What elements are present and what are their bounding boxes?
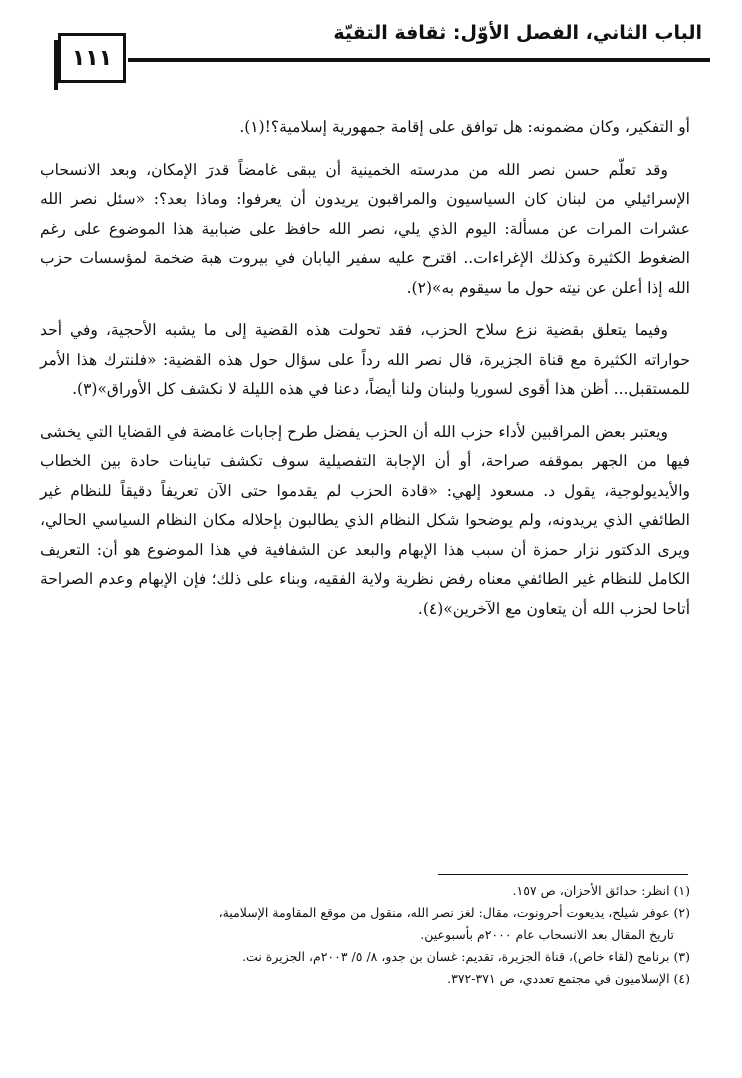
paragraph: وفيما يتعلق بقضية نزع سلاح الحزب، فقد تحولت هذه القضية إلى ما يشبه الأحجية، وفي أحد حواراته الكثيرة مع قناة الجزيرة، قال نصر الله رداً على سؤال حول هذه القضية: «فلنترك هذا الأمر للمستقبل... أظن هذا أقوى لسوريا ولبنان ولنا أيضاً، دعنا في هذه الليلة لا نكشف كل الأوراق»(٣). — [40, 321, 690, 398]
paragraph: وقد تعلّم حسن نصر الله من مدرسته الخمينية أن يبقى غامضاً قدرَ الإمكان، وبعد الانسحاب الإسرائيلي من لبنان كان السياسيون والمراقبون يريدون أن يعرفوا: وماذا بعد؟: «سئل نصر الله عشرات المرات عن مسألة: اليوم الذي يلي، نصر الله حافظ على ضبابية هذا الموضوع على رغم الضغوط الكثيرة وكذلك الإغراءات.. اقترح عليه سفير اليابان في بيروت هبة ضخمة لمؤسسات حزب الله إذا أعلن عن نيته حول ما سيقوم به»(٢). — [40, 160, 690, 297]
footnote: (٢) عوفر شيلح، يديعوت أحرونوت، مقال: لغز نصر الله، منقول من موقع المقاومة الإسلامية، — [218, 905, 690, 920]
header-rule — [128, 58, 710, 62]
page-number: ١١١ — [58, 33, 126, 83]
body-text — [40, 113, 690, 637]
running-header: الباب الثاني، الفصل الأوّل: ثقافة التقيّة — [333, 22, 702, 44]
footnote-separator — [438, 874, 688, 875]
footnote: (٤) الإسلاميون في مجتمع تعددي، ص ٣٧١-٣٧٢. — [447, 971, 690, 986]
footnote: (١) انظر: حدائق الأحزان، ص ١٥٧. — [512, 883, 690, 898]
footnote-continuation: تاريخ المقال بعد الانسحاب عام ٢٠٠٠م بأسبوعين. — [420, 927, 674, 942]
footnotes — [38, 880, 690, 990]
paragraph: ويعتبر بعض المراقبين لأداء حزب الله أن الحزب يفضل طرح إجابات غامضة في القضايا التي يخشى فيها من الجهر بموقفه صراحة، أو أن الإجابة التفصيلية سوف تكشف تباينات حادة بين الخطاب والأيديولوجية، يقول د. مسعود إلهي: «قادة الحزب لم يقدموا حتى الآن تعريفاً دقيقاً للنظام غير الطائفي الذي يريدونه، ولم يوضحوا شكل النظام الذي يطالبون بإحلاله مكان النظام السياسي الحالي، ويرى الدكتور نزار حمزة أن سبب هذا الإبهام والبعد عن الشفافية في هذا الموضوع هو أن: التعريف الكامل للنظام غير الطائفي معناه رفض نظرية ولاية الفقيه، وبناء على ذلك؛ فإن الإبهام وعدم الصراحة أتاحا لحزب الله أن يتعاون مع الآخرين»(٤). — [40, 422, 690, 618]
footnote: (٣) برنامج (لقاء خاص)، قناة الجزيرة، تقديم: غسان بن جدو، ٨/ ٥/ ٢٠٠٣م، الجزيرة نت. — [242, 949, 690, 964]
paragraph: أو التفكير، وكان مضمونه: هل توافق على إقامة جمهورية إسلامية؟!(١). — [239, 118, 690, 136]
